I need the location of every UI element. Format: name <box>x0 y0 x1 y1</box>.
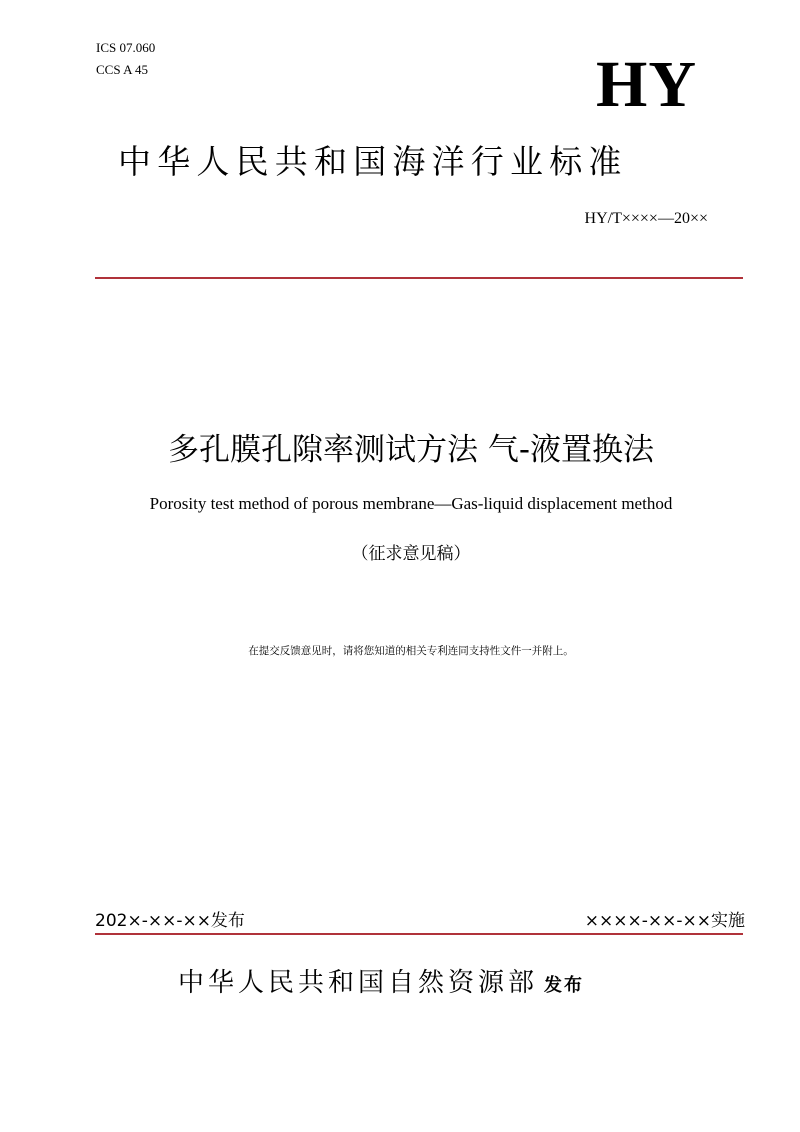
publisher-name: 中华人民共和国自然资源部 <box>178 968 539 998</box>
hy-logo: HY <box>596 48 697 121</box>
standard-code: HY/T××××—20×× <box>584 210 708 227</box>
ics-code: ICS 07.060 <box>96 40 156 55</box>
document-status: （征求意见稿） <box>351 544 471 563</box>
header-divider <box>95 277 743 279</box>
publisher <box>178 962 584 999</box>
implement-date: ××××-××-××实施 <box>584 911 745 931</box>
ccs-code: CCS A 45 <box>96 62 149 77</box>
standard-title: 中华人民共和国海洋行业标准 <box>118 142 628 181</box>
document-title-en: Porosity test method of porous membrane—Gas-liquid displacement method <box>149 494 673 513</box>
footer-divider <box>95 933 743 935</box>
document-title-cn: 多孔膜孔隙率测试方法 气-液置换法 <box>167 432 655 468</box>
patent-notice: 在提交反馈意见时，请将您知道的相关专利连同支持性文件一并附上。 <box>248 646 574 657</box>
publish-date: 202×-××-××发布 <box>95 911 245 931</box>
publisher-suffix: 发布 <box>544 975 585 996</box>
